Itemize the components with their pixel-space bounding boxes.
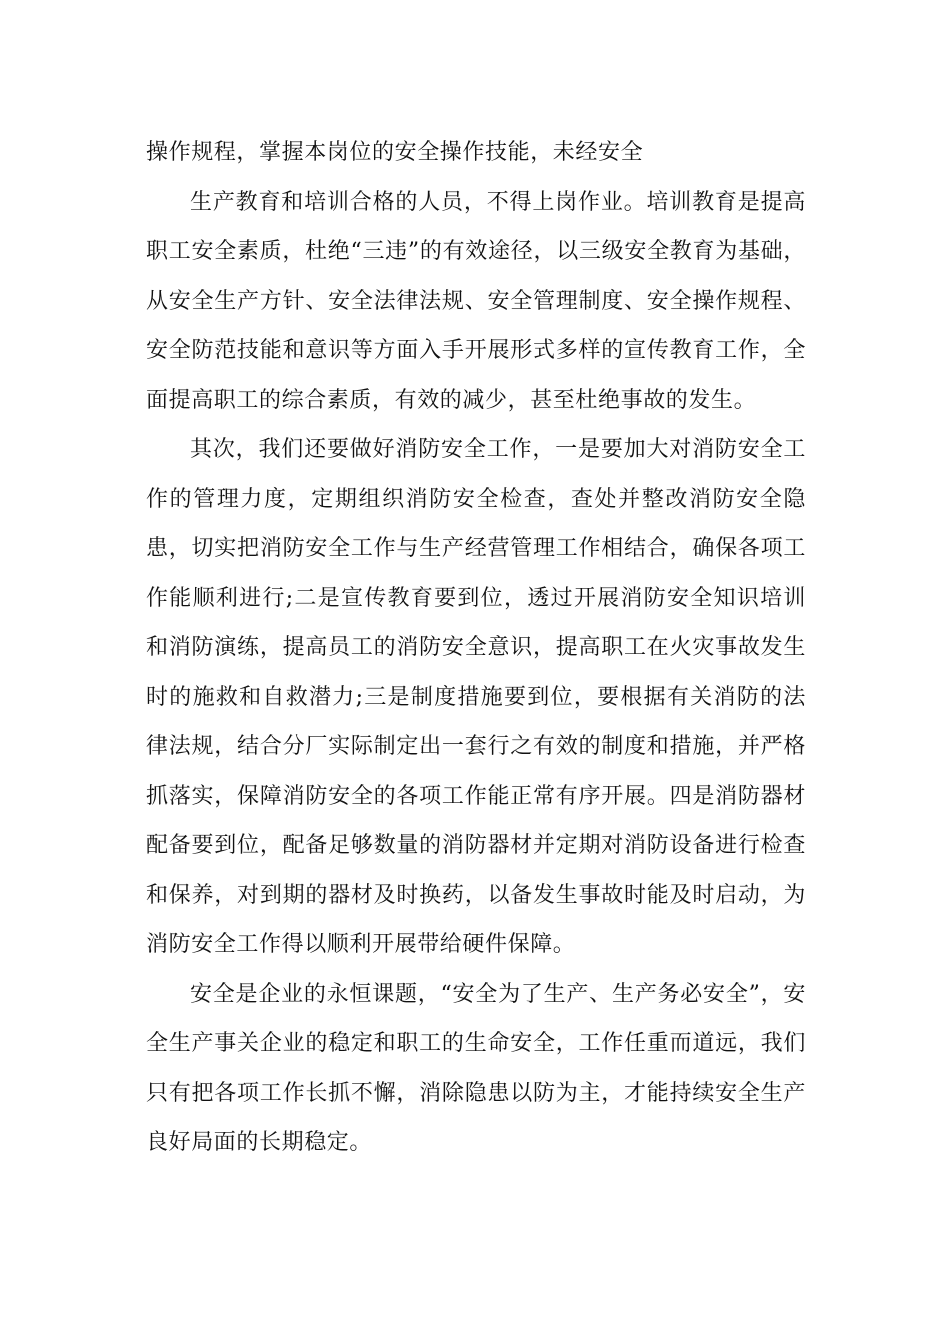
document-body bbox=[146, 128, 806, 1168]
paragraph-continuation: 操作规程，掌握本岗位的安全操作技能，未经安全 bbox=[146, 140, 644, 165]
paragraph-fire-safety: 其次，我们还要做好消防安全工作，一是要加大对消防安全工作的管理力度，定期组织消防安全检查，查处并整改消防安全隐患，切实把消防安全工作与生产经营管理工作相结合，确保各项工作能顺利进行;二是宣传教育要到位，透过开展消防安全知识培训和消防演练，提高员工的消防安全意识，提高职工在火灾事故发生时的施救和自救潜力;三是制度措施要到位，要根据有关消防的法律法规，结合分厂实际制定出一套行之有效的制度和措施，并严格抓落实，保障消防安全的各项工作能正常有序开展。四是消防器材配备要到位，配备足够数量的消防器材并定期对消防设备进行检查和保养，对到期的器材及时换药，以备发生事故时能及时启动，为消防安全工作得以顺利开展带给硬件保障。 bbox=[146, 437, 806, 957]
paragraph-conclusion: 安全是企业的永恒课题，“安全为了生产、生产务必安全”，安全生产事关企业的稳定和职工的生命安全，工作任重而道远，我们只有把各项工作长抓不懈，消除隐患以防为主，才能持续安全生产良好局面的长期稳定。 bbox=[146, 981, 806, 1155]
paragraph-training: 生产教育和培训合格的人员，不得上岗作业。培训教育是提高职工安全素质，杜绝“三违”的有效途径，以三级安全教育为基础，从安全生产方针、安全法律法规、安全管理制度、安全操作规程、安全防范技能和意识等方面入手开展形式多样的宣传教育工作，全面提高职工的综合素质，有效的减少，甚至杜绝事故的发生。 bbox=[146, 189, 806, 413]
